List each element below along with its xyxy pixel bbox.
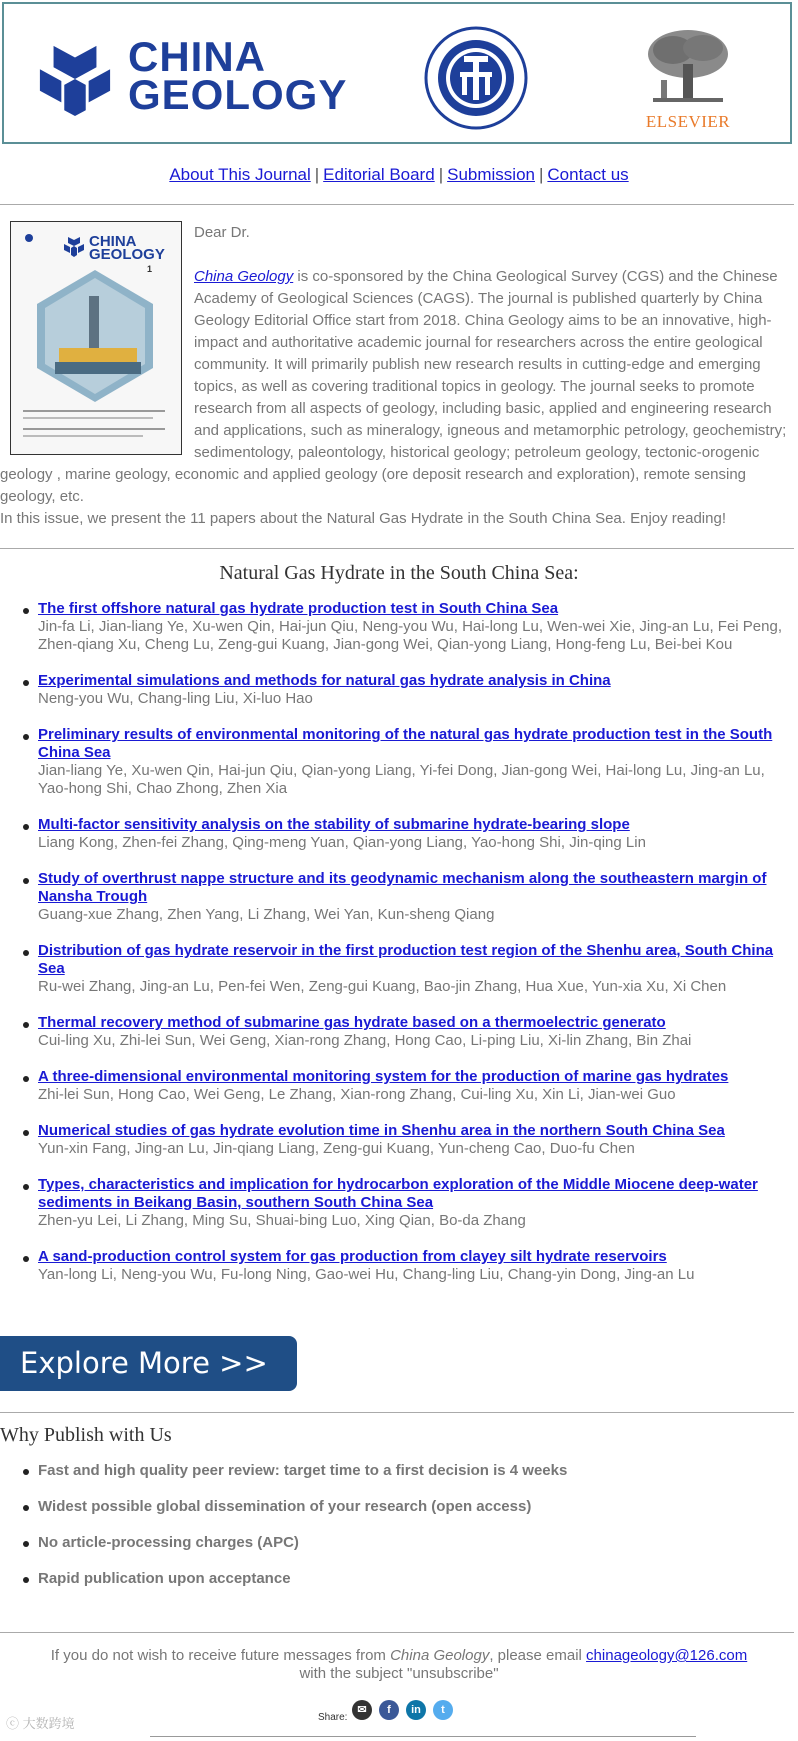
- cube-logo-icon: [36, 40, 114, 118]
- article-authors: Ru-wei Zhang, Jing-an Lu, Pen-fei Wen, Zeng-gui Kuang, Bao-jin Zhang, Hua Xue, Yun-xia Xu, Xi Chen: [38, 978, 727, 995]
- issue-note: In this issue, we present the 11 papers about the Natural Gas Hydrate in the South China Sea. Enjoy reading!: [0, 510, 726, 527]
- nav-editorial-board-link[interactable]: Editorial Board: [323, 165, 435, 184]
- section-title: Natural Gas Hydrate in the South China Sea:: [219, 562, 579, 584]
- article-title-link[interactable]: Experimental simulations and methods for natural gas hydrate analysis in China: [38, 672, 611, 689]
- article-title-link[interactable]: Distribution of gas hydrate reservoir in the first production test region of the Shenhu area, South China Sea: [38, 942, 774, 977]
- email-icon[interactable]: ✉: [352, 1700, 372, 1720]
- footer-text-before: If you do not wish to receive future messages from: [50, 1647, 391, 1664]
- divider: [150, 1736, 696, 1737]
- cover-title-line-2: GEOLOGY: [89, 246, 165, 263]
- article-authors: Guang-xue Zhang, Zhen Yang, Li Zhang, Wei Yan, Kun-sheng Qiang: [38, 906, 495, 923]
- journal-name-link[interactable]: China Geology: [194, 268, 294, 285]
- footer-journal-name: China Geology: [390, 1647, 490, 1664]
- article-item: [0, 726, 794, 798]
- article-item: [0, 600, 794, 654]
- brand-line-1: CHINA: [128, 33, 266, 80]
- unsubscribe-notice: [0, 1647, 798, 1683]
- header-banner: [2, 2, 792, 144]
- watermark: ⓒ 大数跨境: [6, 1716, 75, 1731]
- article-title-link[interactable]: A three-dimensional environmental monitoring system for the production of marine gas hydrates: [38, 1068, 729, 1085]
- elsevier-tree-icon: [643, 28, 733, 108]
- why-publish-title: Why Publish with Us: [0, 1424, 172, 1446]
- article-authors: Yun-xin Fang, Jing-an Lu, Jin-qiang Liang, Zeng-gui Kuang, Yun-cheng Cao, Duo-fu Chen: [38, 1140, 635, 1157]
- brand-wordmark: [128, 33, 348, 118]
- top-nav: [0, 165, 798, 185]
- nav-separator: |: [314, 165, 320, 184]
- article-item: [0, 870, 794, 924]
- linkedin-icon[interactable]: in: [406, 1700, 426, 1720]
- article-authors: Cui-ling Xu, Zhi-lei Sun, Wei Geng, Xian-rong Zhang, Hong Cao, Li-ping Liu, Xi-lin Zhang, Bin Zhai: [38, 1032, 692, 1049]
- divider: [0, 548, 794, 549]
- article-title-link[interactable]: Types, characteristics and implication for hydrocarbon exploration of the Middle Miocene deep-water sediments in Beikang Basin, southern South China Sea: [38, 1176, 758, 1211]
- article-item: [0, 1248, 794, 1284]
- article-title-link[interactable]: Multi-factor sensitivity analysis on the stability of submarine hydrate-bearing slope: [38, 816, 630, 833]
- article-item: [0, 1122, 794, 1158]
- intro-block: [0, 222, 794, 530]
- footer-text-mid: , please email: [489, 1647, 587, 1664]
- article-title-link[interactable]: Thermal recovery method of submarine gas hydrate based on a thermoelectric generato: [38, 1014, 666, 1031]
- why-item: Rapid publication upon acceptance: [0, 1570, 794, 1606]
- cover-title-line-1: CHINA: [89, 233, 137, 250]
- why-item: Fast and high quality peer review: target time to a first decision is 4 weeks: [0, 1462, 794, 1498]
- article-authors: Neng-you Wu, Chang-ling Liu, Xi-luo Hao: [38, 690, 313, 707]
- cover-issue-number: 1: [147, 264, 153, 274]
- nav-separator: |: [438, 165, 444, 184]
- article-authors: Zhen-yu Lei, Li Zhang, Ming Su, Shuai-bing Luo, Xing Qian, Bo-da Zhang: [38, 1212, 526, 1229]
- elsevier-logo[interactable]: [636, 28, 740, 136]
- article-title-link[interactable]: Numerical studies of gas hydrate evolution time in Shenhu area in the northern South China Sea: [38, 1122, 725, 1139]
- article-title-link[interactable]: Preliminary results of environmental monitoring of the natural gas hydrate production test in the South China Sea: [38, 726, 773, 761]
- article-authors: Zhi-lei Sun, Hong Cao, Wei Geng, Le Zhang, Xian-rong Zhang, Cui-ling Xu, Xin Li, Jian-wei Guo: [38, 1086, 676, 1103]
- divider: [0, 1632, 794, 1633]
- intro-body: is co-sponsored by the China Geological Survey (CGS) and the Chinese Academy of Geological Sciences (CAGS). The journal is published quarterly by China Geology Editorial Office start from 2018. China Geology aims to be an innovative, high-impact and authoritative academic journal for researchers across the entire geological community. It will primarily publish new research results in cutting-edge and emerging topics, as well as covering traditional topics in geology. The journal seeks to promote research from all aspects of geology, including basic, applied and engineering research and applications, such as mineralogy, igneous and metamorphic petrology, geochemistry; sedimentology, paleontology, historical geology; petroleum geology, tectonic-orogenic geology , marine geology, economic and applied geology (ore deposit research and exploration), remote sensing geology, etc.: [0, 268, 787, 505]
- article-item: [0, 672, 794, 708]
- article-item: [0, 1014, 794, 1050]
- facebook-icon[interactable]: f: [379, 1700, 399, 1720]
- china-geology-logo[interactable]: [36, 34, 366, 119]
- divider: [0, 1412, 794, 1413]
- article-list: [0, 600, 794, 1302]
- why-item: No article-processing charges (APC): [0, 1534, 794, 1570]
- article-item: [0, 1176, 794, 1230]
- why-publish-list: [0, 1462, 794, 1606]
- brand-line-2: GEOLOGY: [128, 71, 348, 118]
- why-item: Widest possible global dissemination of your research (open access): [0, 1498, 794, 1534]
- article-authors: Yan-long Li, Neng-you Wu, Fu-long Ning, Gao-wei Hu, Chang-ling Liu, Chang-yin Dong, Jing-an Lu: [38, 1266, 695, 1283]
- article-authors: Liang Kong, Zhen-fei Zhang, Qing-meng Yuan, Qian-yong Liang, Yao-hong Shi, Jin-qing Lin: [38, 834, 646, 851]
- article-title-link[interactable]: The first offshore natural gas hydrate production test in South China Sea: [38, 600, 559, 617]
- article-item: [0, 942, 794, 996]
- elsevier-wordmark: ELSEVIER: [645, 112, 731, 131]
- article-item: [0, 816, 794, 852]
- cover-spacer: [0, 222, 194, 460]
- china-geological-survey-seal-icon: [424, 26, 528, 130]
- greeting: Dear Dr.: [194, 224, 250, 241]
- footer-text-after: with the subject "unsubscribe": [299, 1665, 499, 1682]
- divider: [0, 204, 794, 205]
- article-title-link[interactable]: Study of overthrust nappe structure and its geodynamic mechanism along the southeastern margin of Nansha Trough: [38, 870, 767, 905]
- nav-contact-link[interactable]: Contact us: [547, 165, 629, 184]
- article-item: [0, 1068, 794, 1104]
- share-label: Share:: [318, 1712, 348, 1723]
- nav-submission-link[interactable]: Submission: [447, 165, 535, 184]
- nav-about-link[interactable]: About This Journal: [169, 165, 311, 184]
- article-title-link[interactable]: A sand-production control system for gas production from clayey silt hydrate reservoirs: [38, 1248, 667, 1265]
- nav-separator: |: [538, 165, 544, 184]
- contact-email-link[interactable]: chinageology@126.com: [586, 1647, 748, 1664]
- explore-more-button[interactable]: Explore More >>: [0, 1336, 297, 1391]
- twitter-icon[interactable]: t: [433, 1700, 453, 1720]
- article-authors: Jian-liang Ye, Xu-wen Qin, Hai-jun Qiu, Qian-yong Liang, Yi-fei Dong, Jian-gong Wei, Hai-long Lu, Jing-an Lu, Yao-hong Shi, Chao Zhong, Zhen Xia: [38, 762, 765, 797]
- article-authors: Jin-fa Li, Jian-liang Ye, Xu-wen Qin, Hai-jun Qiu, Neng-you Wu, Hai-long Lu, Wen-wei Xie, Jing-an Lu, Fei Peng, Zhen-qiang Xu, Cheng Lu, Zeng-gui Kuang, Jian-gong Wei, Qian-yong Liang, Hong-feng Lu, Bei-bei Kou: [38, 618, 782, 653]
